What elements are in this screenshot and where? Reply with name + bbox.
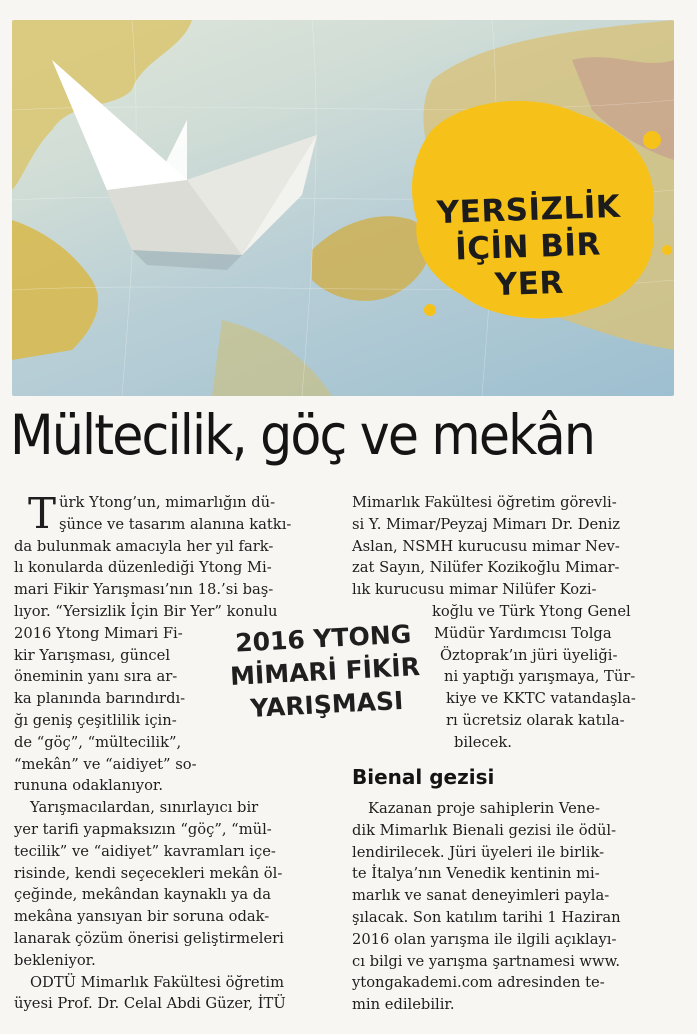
text-line: lıyor. “Yersizlik İçin Bir Yer” konulu bbox=[14, 602, 278, 620]
text-line: şünce ve tasarım alanına katkı- bbox=[59, 515, 292, 533]
text-line: koğlu ve Türk Ytong Genel bbox=[432, 602, 631, 620]
text-line: lı konularda düzenlediği Ytong Mi- bbox=[14, 559, 272, 577]
text-line: lanarak çözüm önerisi geliştirmeleri bbox=[14, 929, 284, 947]
text-line: cı bilgi ve yarışma şartnamesi www. bbox=[352, 952, 621, 970]
article-column-right-lower bbox=[352, 798, 687, 1016]
text-line: üyesi Prof. Dr. Celal Abdi Güzer, İTÜ bbox=[14, 995, 286, 1013]
text-line: yer tarifi yapmaksızın “göç”, “mül- bbox=[14, 820, 272, 838]
text-line: Yarışmacılardan, sınırlayıcı bir bbox=[30, 799, 259, 817]
callout-line: MİMARİ FİKİR bbox=[229, 652, 421, 691]
text-line: si Y. Mimar/Peyzaj Mimarı Dr. Deniz bbox=[352, 515, 621, 533]
hero-image bbox=[12, 20, 674, 396]
text-line: Kazanan proje sahiplerin Vene- bbox=[368, 800, 600, 817]
text-line: zat Sayın, Nilüfer Kozikoğlu Mimar- bbox=[352, 559, 620, 577]
text-line: 2016 olan yarışma ile ilgili açıklayı- bbox=[352, 930, 617, 948]
article-column-left bbox=[14, 489, 344, 1015]
text-line: ytongakademi.com adresinden te- bbox=[352, 974, 605, 992]
text-line: mari Fikir Yarışması’nın 18.’si baş- bbox=[14, 581, 274, 599]
badge-line: İÇİN BİR YER bbox=[454, 226, 602, 304]
text-line: Öztoprak’ın jüri üyeliği- bbox=[440, 646, 618, 664]
text-line: lık kurucusu mimar Nilüfer Kozi- bbox=[352, 581, 597, 599]
text-line: te İtalya’nın Venedik kentinin mi- bbox=[352, 865, 600, 883]
text-line: rununa odaklanıyor. bbox=[14, 777, 164, 795]
text-line: mekâna yansıyan bir soruna odak- bbox=[14, 908, 270, 926]
text-line: ğı geniş çeşitlilik için- bbox=[14, 711, 177, 729]
hero-badge bbox=[436, 189, 620, 306]
text-line: ni yaptığı yarışmaya, Tür- bbox=[444, 668, 636, 686]
text-line: de “göç”, “mültecilik”, bbox=[14, 733, 182, 751]
subheading: Bienal gezisi bbox=[352, 765, 495, 789]
badge-line: YERSİZLİK bbox=[436, 188, 621, 232]
text-line: bilecek. bbox=[454, 733, 512, 751]
callout-line: YARIŞMASI bbox=[249, 685, 404, 723]
headline: Mültecilik, göç ve mekân bbox=[10, 403, 595, 467]
text-line: Müdür Yardımcısı Tolga bbox=[434, 624, 612, 642]
text-line: da bulunmak amacıyla her yıl fark- bbox=[14, 537, 274, 555]
text-line: min edilebilir. bbox=[352, 996, 455, 1014]
text-line: lendirilecek. Jüri üyeleri ile birlik- bbox=[352, 843, 605, 861]
drop-cap: T bbox=[28, 489, 57, 538]
text-line: kir Yarışması, güncel bbox=[14, 646, 171, 664]
text-line: tecilik” ve “aidiyet” kavramları içe- bbox=[14, 842, 276, 860]
text-line: ODTÜ Mimarlık Fakültesi öğretim bbox=[30, 973, 285, 991]
text-line: 2016 Ytong Mimari Fi- bbox=[14, 624, 183, 642]
text-line: marlık ve sanat deneyimleri payla- bbox=[352, 887, 610, 905]
text-line: rı ücretsiz olarak katıla- bbox=[446, 711, 625, 729]
text-line: Mimarlık Fakültesi öğretim görevli- bbox=[352, 494, 617, 511]
text-line: şılacak. Son katılım tarihi 1 Haziran bbox=[352, 908, 621, 926]
text-line: bekleniyor. bbox=[14, 951, 96, 969]
text-line: çeğinde, mekândan kaynaklı ya da bbox=[14, 886, 271, 904]
text-line: risinde, kendi seçecekleri mekân öl- bbox=[14, 864, 283, 882]
text-line: ürk Ytong’un, mimarlığın dü- bbox=[59, 494, 276, 511]
text-line: “mekân” ve “aidiyet” so- bbox=[14, 755, 197, 773]
text-line: Aslan, NSMH kurucusu mimar Nev- bbox=[352, 537, 620, 555]
text-line: öneminin yanı sıra ar- bbox=[14, 668, 178, 686]
text-line: dik Mimarlık Bienali gezisi ile ödül- bbox=[352, 821, 617, 839]
text-line: kiye ve KKTC vatandaşla- bbox=[446, 690, 636, 708]
article-column-right bbox=[352, 492, 687, 754]
callout-line: 2016 YTONG bbox=[234, 619, 412, 658]
text-line: ka planında barındırdı- bbox=[14, 690, 186, 708]
